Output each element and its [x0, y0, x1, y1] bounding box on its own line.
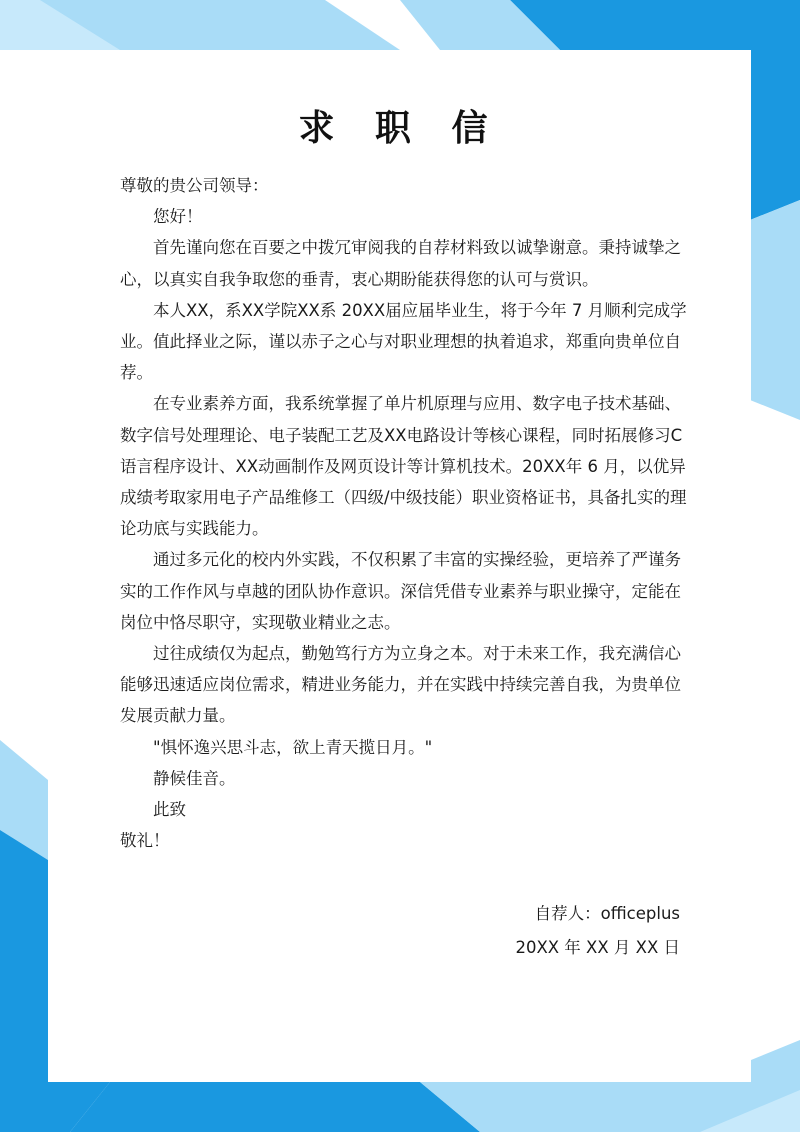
letter-title: 求 职 信 [298, 108, 502, 149]
paragraph: 在专业素养方面，我系统掌握了单片机原理与应用、数字电子技术基础、数字信号处理理论、电子装配工艺及XX电路设计等核心课程，同时拓展修习C语言程序设计、XX动画制作及网页设计等计算机技术。20XX年 6 月，以优异成绩考取家用电子产品维修工（四级/中级技能）职业资格证书，具备扎实的理论功底与实践能力。 [120, 394, 687, 539]
paragraph: 通过多元化的校内外实践，不仅积累了丰富的实操经验，更培养了严谨务实的工作作风与卓越的团队协作意识。深信凭借专业素养与职业操守，定能在岗位中恪尽职守，实现敬业精业之志。 [120, 550, 681, 632]
paragraph: 过往成绩仅为起点，勤勉笃行方为立身之本。对于未来工作，我充满信心能够迅速适应岗位需求，精进业务能力，并在实践中持续完善自我，为贵单位发展贡献力量。 [120, 644, 681, 726]
quote: "惧怀逸兴思斗志，欲上青天揽日月。" [153, 737, 433, 757]
salutation: 尊敬的贵公司领导： [120, 176, 269, 195]
letter-body [120, 170, 690, 856]
closing-respectfully: 此致 [153, 800, 186, 820]
corner-shape-right-light [750, 200, 800, 420]
date: 20XX 年 XX 月 XX 日 [515, 938, 680, 957]
corner-shape-bottom-dark [70, 1082, 480, 1132]
paragraph: 本人XX，系XX学院XX系 20XX届应届毕业生，将于今年 7 月顺利完成学业。值此择业之际，谨以赤子之心与对职业理想的执着追求，郑重向贵单位自荐。 [120, 300, 687, 383]
signer: 自荐人：officeplus [534, 904, 680, 923]
closing-salute: 敬礼！ [120, 831, 170, 851]
closing-wait: 静候佳音。 [153, 768, 236, 788]
greeting: 您好！ [153, 207, 203, 227]
paragraph: 首先谨向您在百要之中拨冗审阅我的自荐材料致以诚挚谢意。秉持诚挚之心，以真实自我争取您的垂青，衷心期盼能获得您的认可与赏识。 [120, 238, 681, 289]
